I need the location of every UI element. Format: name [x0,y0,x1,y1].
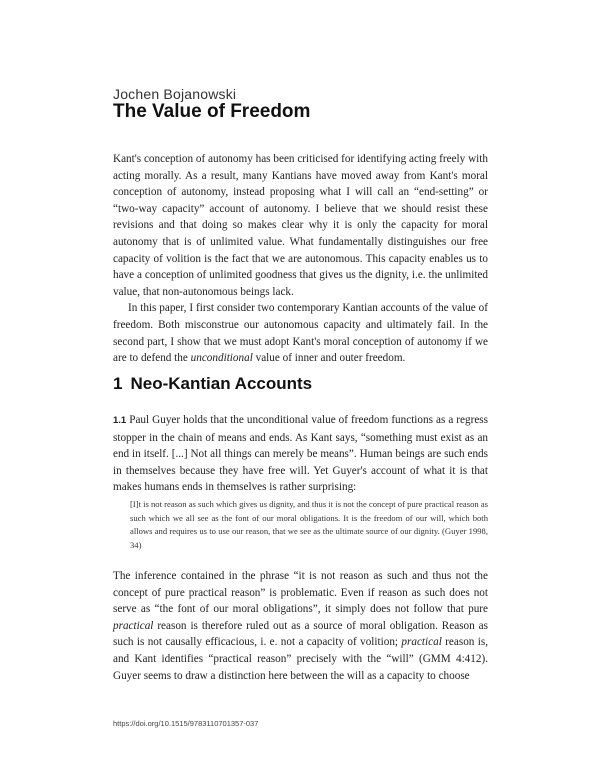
abstract [113,151,488,367]
section-title: Neo-Kantian Accounts [130,374,313,393]
section-heading [113,374,312,394]
paragraph-after-quote [113,568,488,684]
paragraph-1-1-body: Paul Guyer holds that the unconditional value of freedom functions as a regress stopper in the chain of means and ends. As Kant says, “something must exist as an end in itself. [...] Not all things can merely be means”. Human beings are such ends in themselves because they have free will. Yet Guyer's account of what it is that makes humans ends in themselves is rather surprising: [113,414,488,494]
chapter-title: The Value of Freedom [113,101,311,122]
block-quote: [I]t is not reason as such which gives us dignity, and thus it is not the concept of pure practical reason as such which we all see as the font of our moral obligations. It is the freedom of our will, which both allows and requires us to use our reason, that we see as the ultimate source of our dignity. (Guyer 1998, 34) [130,499,488,550]
section-number: 1 [113,374,123,393]
abstract-p2-text: In this paper, I first consider two contemporary Kantian accounts of the value of freedom. Both misconstrue our autonomous capacity and ultimately fail. In the second part, I show that we must adopt Kant's moral conception of autonomy if we are to defend the [113,302,488,365]
paragraph-1-1 [113,412,488,496]
paragraph-after-quote-text [113,568,488,684]
paragraph-1-1-text [113,412,488,496]
after-italic-1: practical [113,619,154,632]
after-text-2: reason is therefore ruled out as a source of moral obligation. Reason as such is not causally efficacious, i. e. not a capacity of volition; [113,619,488,649]
abstract-p2-tail: value of inner and outer freedom. [252,352,406,365]
abstract-paragraph-1: Kant's conception of autonomy has been criticised for identifying acting freely with acting morally. As a result, many Kantians have moved away from Kant's moral conception of autonomy, instead proposing what I will call an “end-setting” or “two-way capacity” account of autonomy. I believe that we should resist these revisions and that doing so makes clear why it is only the capacity for moral autonomy that is of unlimited value. What fundamentally distinguishes our free capacity of volition is the fact that we are autonomous. This capacity enables us to have a conception of unlimited goodness that gives us the dignity, i.e. the unlimited value, that non-autonomous beings lack. [113,153,488,298]
doi-link[interactable]: https://doi.org/10.1515/9783110701357-037 [113,719,259,728]
author-name: Jochen Bojanowski [113,86,237,102]
paragraph-number: 1.1 [113,415,127,426]
after-text-3: reason is, and Kant identifies “practical reason” precisely with the “will” (GMM 4:412). Guyer seems to draw a distinction here between the will as a capacity to choose [113,636,488,682]
after-text-1: The inference contained in the phrase “it is not reason as such and thus not the concept of pure practical reason” is problematic. Even if reason as such does not serve as “the font of our moral obligations”, it simply does not follow that pure [113,570,488,616]
abstract-p2-italic: unconditional [190,352,253,365]
after-italic-2: practical [401,636,442,649]
abstract-paragraph-2 [113,300,488,366]
